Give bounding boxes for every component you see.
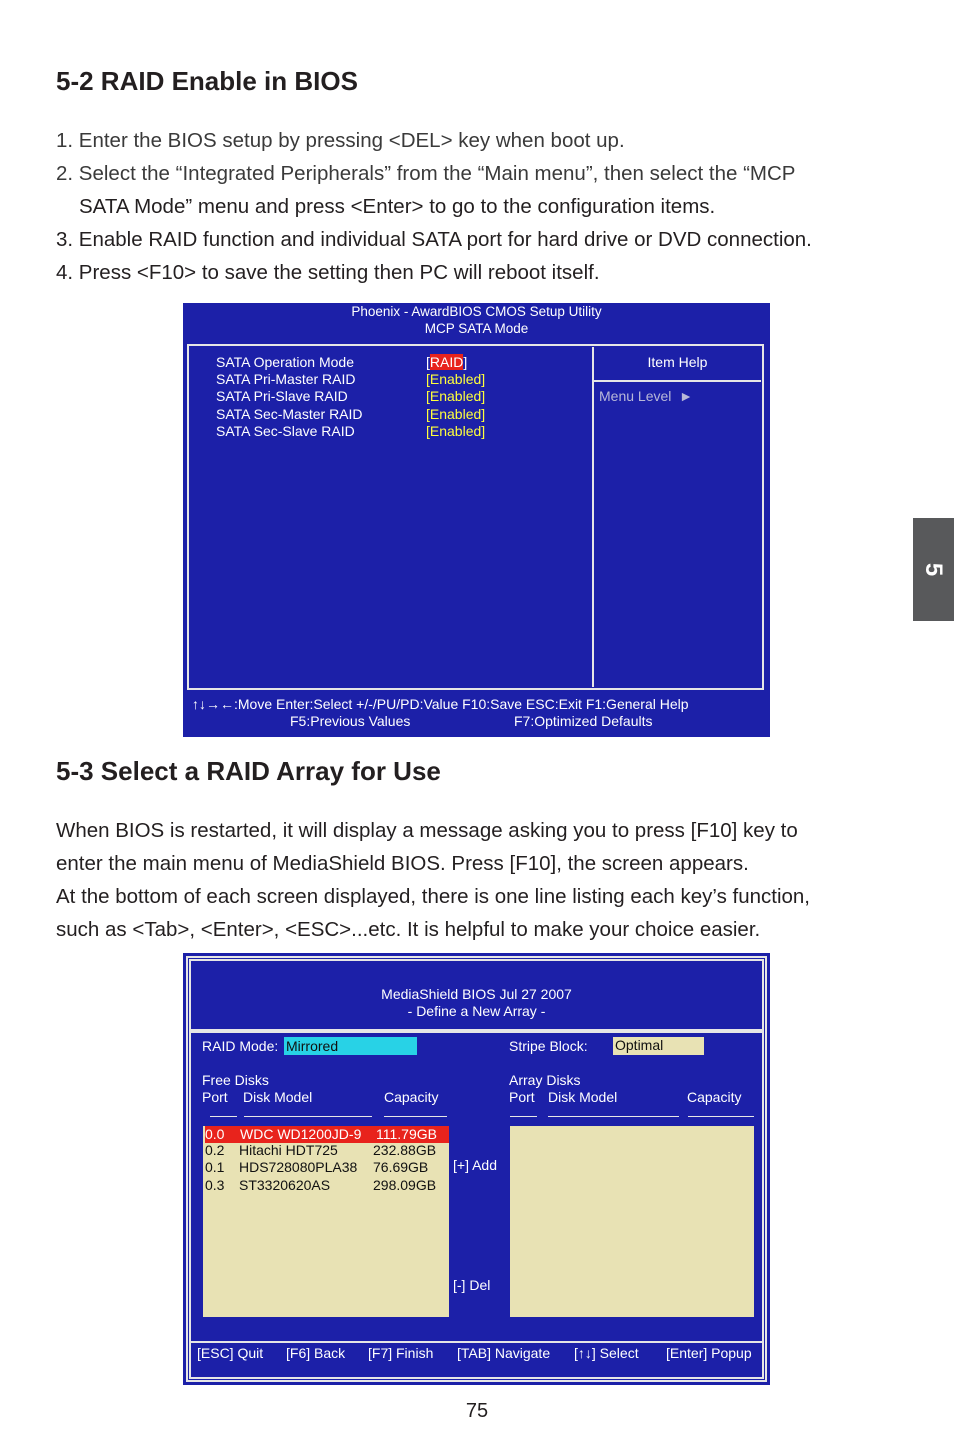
array-disks-list[interactable] bbox=[510, 1126, 754, 1317]
add-disk-button[interactable]: [+] Add bbox=[453, 1157, 497, 1173]
section-heading-select-raid-array: 5-3 Select a RAID Array for Use bbox=[56, 756, 441, 786]
step-1: 1. Enter the BIOS setup by pressing <DEL> key when boot up. bbox=[56, 129, 625, 152]
raid-mode-select[interactable]: Mirrored bbox=[284, 1037, 417, 1055]
step-4: 4. Press <F10> to save the setting then PC will reboot itself. bbox=[56, 261, 600, 284]
mediashield-subtitle: - Define a New Array - bbox=[407, 1003, 546, 1019]
bios-title: Phoenix - AwardBIOS CMOS Setup Utility bbox=[351, 304, 602, 319]
instruction-steps bbox=[56, 124, 812, 289]
free-col-capacity: Capacity bbox=[384, 1089, 439, 1105]
key-tab-navigate: [TAB] Navigate bbox=[457, 1345, 551, 1361]
free-disks-list[interactable] bbox=[203, 1126, 449, 1317]
stripe-block-label: Stripe Block: bbox=[509, 1038, 588, 1054]
step-2-continued: SATA Mode” menu and press <Enter> to go to the configuration items. bbox=[79, 195, 716, 218]
key-f7-finish: [F7] Finish bbox=[368, 1345, 434, 1361]
key-arrows-select: [↑↓] Select bbox=[574, 1345, 639, 1361]
column-underline bbox=[688, 1116, 754, 1117]
section-heading-raid-enable: 5-2 RAID Enable in BIOS bbox=[56, 66, 358, 96]
array-col-model: Disk Model bbox=[548, 1089, 618, 1105]
free-disk-row[interactable]: 0.3 ST3320620AS 298.09GB bbox=[205, 1177, 437, 1193]
step-3: 3. Enable RAID function and individual SATA port for hard drive or DVD connection. bbox=[56, 228, 812, 251]
menu-level: Menu Level ► bbox=[599, 388, 694, 404]
bios-item-label[interactable]: SATA Operation Mode bbox=[216, 354, 354, 370]
bios-item-label[interactable]: SATA Pri-Master RAID bbox=[216, 371, 356, 387]
array-col-capacity: Capacity bbox=[687, 1089, 742, 1105]
bios-item-value[interactable]: [Enabled] bbox=[426, 371, 486, 387]
raid-mode-label: RAID Mode: bbox=[202, 1038, 279, 1054]
array-col-port: Port bbox=[509, 1089, 535, 1105]
bios-screen-mediashield bbox=[183, 953, 770, 1385]
bios-item-value[interactable]: [RAID] bbox=[426, 354, 468, 370]
bios-item-label[interactable]: SATA Sec-Slave RAID bbox=[216, 423, 355, 439]
free-disk-row[interactable]: 0.1 HDS728080PLA38 76.69GB bbox=[205, 1159, 429, 1175]
key-esc-quit: [ESC] Quit bbox=[197, 1345, 264, 1361]
array-disks-label: Array Disks bbox=[509, 1072, 581, 1088]
body-paragraph-line: enter the main menu of MediaShield BIOS. Press [F10], the screen appears. bbox=[56, 852, 749, 875]
key-f6-back: [F6] Back bbox=[286, 1345, 346, 1361]
remove-disk-button[interactable]: [-] Del bbox=[453, 1277, 491, 1293]
bios-key-legend: ↑↓→←:Move Enter:Select +/-/PU/PD:Value F10:Save ESC:Exit F1:General Help bbox=[192, 696, 689, 712]
bios-item-value[interactable]: [Enabled] bbox=[426, 406, 486, 422]
chapter-number: 5 bbox=[920, 562, 948, 577]
free-col-model: Disk Model bbox=[243, 1089, 313, 1105]
page-number: 75 bbox=[465, 1400, 489, 1422]
bios-item-label[interactable]: SATA Sec-Master RAID bbox=[216, 406, 363, 422]
bios-subtitle: MCP SATA Mode bbox=[424, 321, 529, 336]
bios-item-value[interactable]: [Enabled] bbox=[426, 388, 486, 404]
column-underline bbox=[548, 1116, 679, 1117]
body-paragraph-line: When BIOS is restarted, it will display a message asking you to press [F10] key to bbox=[56, 819, 798, 842]
free-disks-label: Free Disks bbox=[202, 1072, 269, 1088]
stripe-block-select[interactable]: Optimal bbox=[613, 1037, 704, 1055]
bios-panel-divider bbox=[592, 347, 594, 687]
chapter-side-tab bbox=[913, 518, 954, 621]
selected-value-highlight[interactable]: RAID bbox=[429, 354, 464, 370]
bios-key-f5: F5:Previous Values bbox=[290, 713, 411, 729]
key-enter-popup: [Enter] Popup bbox=[666, 1345, 752, 1361]
item-help-title: Item Help bbox=[647, 354, 708, 370]
step-2: 2. Select the “Integrated Peripherals” from the “Main menu”, then select the “MCP bbox=[56, 162, 796, 185]
mediashield-title: MediaShield BIOS Jul 27 2007 bbox=[381, 986, 572, 1002]
bios-help-divider bbox=[594, 380, 761, 382]
bios-item-value[interactable]: [Enabled] bbox=[426, 423, 486, 439]
column-underline bbox=[384, 1116, 447, 1117]
free-col-port: Port bbox=[202, 1089, 228, 1105]
body-paragraph-line: At the bottom of each screen displayed, there is one line listing each key’s function, bbox=[56, 885, 811, 908]
bios-screen-mcp-sata bbox=[183, 303, 770, 737]
column-underline bbox=[244, 1116, 372, 1117]
column-underline bbox=[510, 1116, 537, 1117]
column-underline bbox=[210, 1116, 237, 1117]
free-disk-row-selected[interactable]: 0.0 WDC WD1200JD-9 111.79GB bbox=[205, 1126, 449, 1143]
body-paragraph-line: such as <Tab>, <Enter>, <ESC>...etc. It is helpful to make your choice easier. bbox=[56, 918, 761, 941]
free-disk-row[interactable]: 0.2 Hitachi HDT725 232.88GB bbox=[205, 1142, 437, 1158]
bios-item-label[interactable]: SATA Pri-Slave RAID bbox=[216, 388, 348, 404]
bios-key-f7: F7:Optimized Defaults bbox=[514, 713, 653, 729]
triangle-right-icon: ► bbox=[679, 388, 694, 404]
